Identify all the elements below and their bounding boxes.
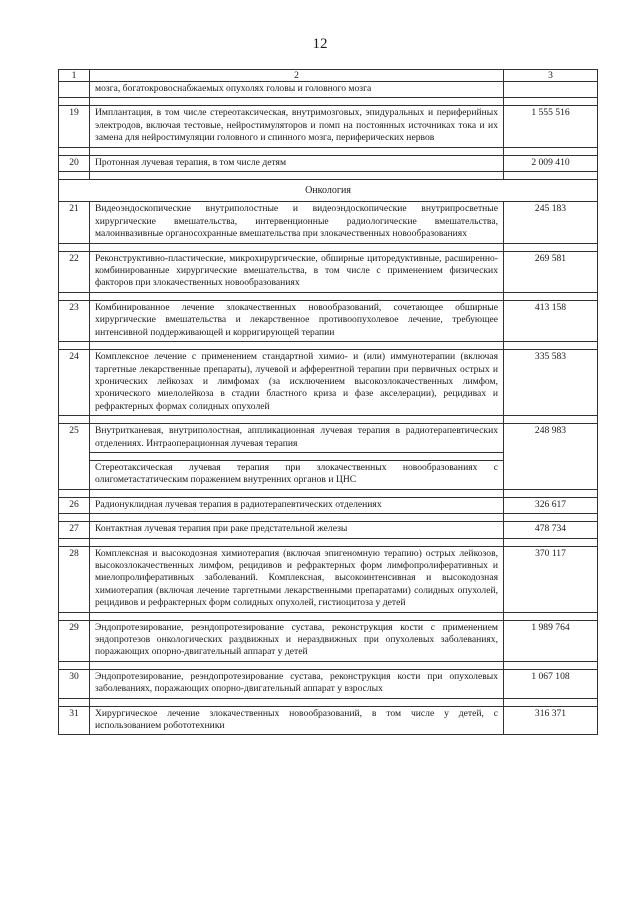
- table-header-row: [59, 70, 598, 82]
- row-gap: [59, 538, 598, 546]
- row-description: Эндопротезирование, реэндопротезирование сустава, реконструкция кости с применением эндопротезов онкологических раздвижных и нераздвижных при опухолевых заболеваниях, поражающих опорно-двигательный аппарат у детей: [90, 620, 504, 661]
- row-gap: [59, 342, 598, 350]
- section-row: [59, 180, 598, 202]
- row-price: 1 555 516: [504, 106, 598, 147]
- row-description: мозга, богатокровоснабжаемых опухолях головы и головного мозга: [90, 82, 504, 98]
- row-gap: [59, 489, 598, 497]
- row-gap: [59, 172, 598, 180]
- page-number: 12: [312, 36, 328, 52]
- row-number: 27: [59, 522, 90, 538]
- row-price: 1 989 764: [504, 620, 598, 661]
- row-price: 316 371: [504, 706, 598, 735]
- table-row-26: [59, 497, 598, 513]
- row-gap: [59, 292, 598, 300]
- row-gap: [59, 661, 598, 669]
- table-row-22: [59, 251, 598, 292]
- row-price: 2 009 410: [504, 155, 598, 171]
- row-price: 269 581: [504, 251, 598, 292]
- table-row-29: [59, 620, 598, 661]
- header-col-3: 3: [504, 70, 598, 82]
- row-price: 478 734: [504, 522, 598, 538]
- row-number: 20: [59, 155, 90, 171]
- row-description: Комбинированное лечение злокачественных новообразований, сочетающее обширные хирургические вмешательства и лекарственное противоопухолевое лечение, требующее интенсивной поддерживающей и корригирующей терапии: [90, 300, 504, 341]
- row-description: Реконструктивно-пластические, микрохирургические, обширные циторедуктивные, расширенно-комбинированные хирургические вмешательства, в том числе с применением физических факторов при злокачественных новообразованиях: [90, 251, 504, 292]
- table-row-30: [59, 669, 598, 698]
- row-price: 248 983: [504, 424, 598, 490]
- row-price: [504, 82, 598, 98]
- row-description: Эндопротезирование, реэндопротезирование сустава, реконструкция кости при опухолевых заболеваниях, поражающих опорно-двигательный аппарат у взрослых: [90, 669, 504, 698]
- row-gap: [59, 243, 598, 251]
- table-row-continuation: [59, 82, 598, 98]
- row-number: [59, 82, 90, 98]
- row-description: Радионуклидная лучевая терапия в радиотерапевтических отделениях: [90, 497, 504, 513]
- row-description: Комплексное лечение с применением стандартной химио- и (или) иммунотерапии (включая таргетные лекарственные препараты), лучевой и афферентной терапии при первичных острых и хронических лейкозах и лимфомах (за исключением высокозлокачественных лимфом, хронического миелолейкоза в стадии бластного криза и фазе акселерации), рецидивах и рефрактерных формах солидных опухолей: [90, 350, 504, 416]
- table-row-25: [59, 424, 598, 453]
- row-number: 26: [59, 497, 90, 513]
- row-price: 245 183: [504, 202, 598, 243]
- row-number: 24: [59, 350, 90, 416]
- row-number: 21: [59, 202, 90, 243]
- table-row-23: [59, 300, 598, 341]
- row-description: Внутритканевая, внутриполостная, аппликационная лучевая терапия в радиотерапевтических отделениях. Интраоперационная лучевая терапия: [90, 424, 504, 453]
- row-description: Комплексная и высокодозная химиотерапия (включая эпигеномную терапию) острых лейкозов, высокозлокачественных лимфом, рецидивов и рефрактерных форм лимфопролиферативных и миелопролиферативных заболеваний. Комплексная, высокоинтенсивная и высокодозная химиотерапия (включая лечение таргетными лекарственными препаратами) солидных опухолей, рецидивов и рефрактерных форм солидных опухолей, гистиоцитоза у детей: [90, 546, 504, 612]
- row-number: 19: [59, 106, 90, 147]
- row-number: 29: [59, 620, 90, 661]
- tariff-table: [58, 69, 598, 735]
- row-gap: [59, 98, 598, 106]
- row-description-secondary: Стереотаксическая лучевая терапия при злокачественных новообразованиях с олигометастатическим поражением внутренних органов и ЦНС: [90, 460, 504, 489]
- row-description: Видеоэндоскопические внутриполостные и видеоэндоскопические внутрипросветные хирургические вмешательства, интервенционные радиологические вмешательства, малоинвазивные органосохранные вмешательства при злокачественных новообразованиях: [90, 202, 504, 243]
- table-row-28: [59, 546, 598, 612]
- section-heading: Онкология: [59, 180, 598, 202]
- row-description: Имплантация, в том числе стереотаксическая, внутримозговых, эпидуральных и периферийных электродов, включая тестовые, нейростимуляторов и помп на постоянных источниках тока и их замена для нейростимуляции головного и спинного мозга, периферических нервов: [90, 106, 504, 147]
- row-number: 25: [59, 424, 90, 490]
- table-row-20: [59, 155, 598, 171]
- table-row-19: [59, 106, 598, 147]
- table-row-31: [59, 706, 598, 735]
- row-gap: [59, 514, 598, 522]
- row-gap: [59, 147, 598, 155]
- table-row-24: [59, 350, 598, 416]
- row-number: 28: [59, 546, 90, 612]
- table-row-21: [59, 202, 598, 243]
- row-gap: [59, 416, 598, 424]
- table-row-27: [59, 522, 598, 538]
- row-price: 326 617: [504, 497, 598, 513]
- row-number: 23: [59, 300, 90, 341]
- row-description: Протонная лучевая терапия, в том числе детям: [90, 155, 504, 171]
- header-col-1: 1: [59, 70, 90, 82]
- row-gap: [59, 698, 598, 706]
- row-price: 413 158: [504, 300, 598, 341]
- row-number: 31: [59, 706, 90, 735]
- row-description: Хирургическое лечение злокачественных новообразований, в том числе у детей, с использованием робототехники: [90, 706, 504, 735]
- row-number: 22: [59, 251, 90, 292]
- header-col-2: 2: [90, 70, 504, 82]
- row-price: 335 583: [504, 350, 598, 416]
- row-price: 1 067 108: [504, 669, 598, 698]
- row-price: 370 117: [504, 546, 598, 612]
- row-number: 30: [59, 669, 90, 698]
- row-description: Контактная лучевая терапия при раке предстательной железы: [90, 522, 504, 538]
- row-gap: [59, 612, 598, 620]
